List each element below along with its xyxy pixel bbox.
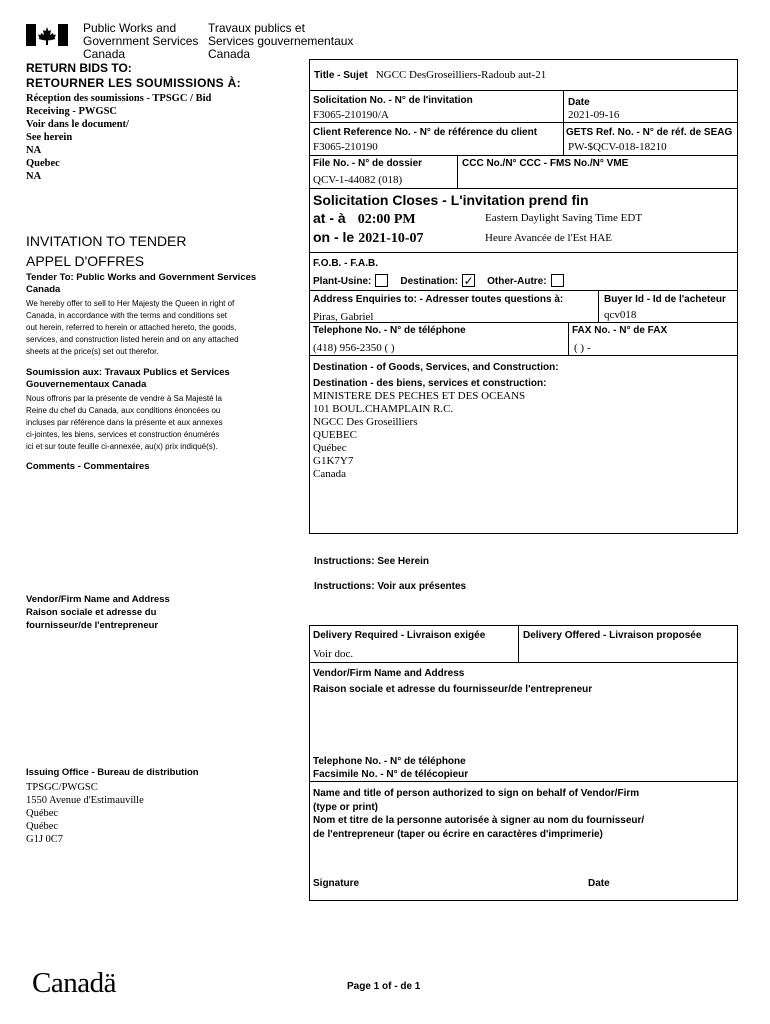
date-value: 2021-09-16 xyxy=(568,109,620,121)
plant-checkbox[interactable] xyxy=(375,274,388,287)
gets-value: PW-$QCV-018-18210 xyxy=(568,141,667,153)
signature-label: Signature xyxy=(313,878,360,889)
telephone-label: Telephone No. - N° de téléphone xyxy=(313,325,466,336)
closes-title: Solicitation Closes - L'invitation prend fin xyxy=(313,192,589,208)
canada-wordmark: Canadä xyxy=(32,967,116,999)
address-enquiries-label: Address Enquiries to: - Adresser toutes questions à: xyxy=(313,294,564,305)
tender-to: Tender To: Public Works and Government Services Canada xyxy=(26,272,257,295)
return-bids-address: Réception des soumissions - TPSGC / Bid Receiving - PWGSC Voir dans le document/ See herein NA Quebec NA xyxy=(26,93,212,182)
instructions-en: Instructions: See Herein xyxy=(314,556,430,567)
comments-label: Comments - Commentaires xyxy=(26,461,150,472)
return-bids-title: RETURN BIDS TO: RETOURNER LES SOUMISSIONS À: xyxy=(26,61,241,90)
delivery-offered-label: Delivery Offered - Livraison proposée xyxy=(523,630,702,641)
canada-flag-icon xyxy=(26,24,68,46)
invitation-title: INVITATION TO TENDER APPEL D'OFFRES xyxy=(26,233,187,269)
delivery-required-value: Voir doc. xyxy=(313,648,354,660)
timezone-fr: Heure Avancée de l'Est HAE xyxy=(485,232,613,244)
client-ref-value: F3065-210190 xyxy=(313,141,378,153)
fob-options: Plant-Usine: Destination: ✓ Other-Autre: xyxy=(313,271,568,289)
client-ref-label: Client Reference No. - N° de référence du client xyxy=(313,127,538,138)
delivery-required-label: Delivery Required - Livraison exigée xyxy=(313,630,486,641)
vendor-name-label: Vendor/Firm Name and Address Raison sociale et adresse du fournisseur/de l'entrepreneur xyxy=(313,668,593,695)
vendor-left-label: Vendor/Firm Name and Address Raison sociale et adresse du fournisseur/de l'entrepreneur xyxy=(26,594,170,631)
destination-address: MINISTERE DES PECHES ET DES OCEANS 101 BOUL.CHAMPLAIN R.C. NGCC Des Groseilliers QUEBEC Québec G1K7Y7 Canada xyxy=(313,390,526,480)
ccc-label: CCC No./N° CCC - FMS No./N° VME xyxy=(462,158,629,169)
department-name-fr: Travaux publics et Services gouvernementaux Canada xyxy=(208,21,354,61)
submission-fr: Soumission aux: Travaux Publics et Services Gouvernementaux Canada xyxy=(26,367,230,390)
signature-date-label: Date xyxy=(588,878,610,889)
issuing-office-title: Issuing Office - Bureau de distribution xyxy=(26,767,199,778)
file-value: QCV-1-44082 (018) xyxy=(313,174,403,186)
solicitation-label: Solicitation No. - N° de l'invitation xyxy=(313,95,473,106)
offer-text-en: We hereby offer to sell to Her Majesty the Queen in right of Canada, in accordance with the terms and conditions set out herein, referred to herein or attached hereto, the goods, services, and construction listed herein and on any attached sheets at the price(s) set out therefor. xyxy=(26,299,239,356)
instructions-fr: Instructions: Voir aux présentes xyxy=(314,581,467,592)
issuing-office-address: TPSGC/PWGSC 1550 Avenue d'Estimauville Québec Québec G1J 0C7 xyxy=(26,782,144,845)
title-field: Title - Sujet NGCC DesGroseilliers-Radoub aut-21 xyxy=(314,69,547,81)
timezone-en: Eastern Daylight Saving Time EDT xyxy=(485,212,643,224)
buyer-value: qcv018 xyxy=(604,309,637,321)
authorized-person-label: Name and title of person authorized to sign on behalf of Vendor/Firm (type or print) Nom et titre de la personne autorisée à signer au nom du fournisseur/ de l'entrepreneur (taper ou écrire en caractères d'imprimerie) xyxy=(313,788,645,840)
solicitation-value: F3065-210190/A xyxy=(313,109,389,121)
file-label: File No. - N° de dossier xyxy=(313,158,423,169)
page-number: Page 1 of - de 1 xyxy=(347,981,421,992)
destination-goods-label: Destination - of Goods, Services, and Construction: Destination - des biens, services et construction: xyxy=(313,362,559,389)
telephone-value: (418) 956-2350 ( ) xyxy=(313,342,395,354)
address-enquiries-value: Piras, Gabriel xyxy=(313,311,374,323)
fax-value: ( ) - xyxy=(574,342,591,354)
offer-text-fr: Nous offrons par la présente de vendre à Sa Majesté la Reine du chef du Canada, aux conditions énoncées ou incluses par référence dans la présente et aux annexes ci-jointes, les biens, services et construction énumérés ici et sur toute feuille ci-annexée, au(x) prix indiqué(s). xyxy=(26,394,223,451)
fob-label: F.O.B. - F.A.B. xyxy=(313,258,378,269)
closing-date: on - le 2021-10-07 xyxy=(313,229,424,246)
gets-label: GETS Ref. No. - N° de réf. de SEAG xyxy=(566,127,733,138)
buyer-label: Buyer Id - Id de l'acheteur xyxy=(604,294,726,305)
other-checkbox[interactable] xyxy=(551,274,564,287)
date-label: Date xyxy=(568,97,590,108)
destination-checkbox[interactable]: ✓ xyxy=(463,273,474,288)
closing-time: at - à 02:00 PM xyxy=(313,210,416,227)
fax-label: FAX No. - N° de FAX xyxy=(572,325,668,336)
vendor-phone-fax: Telephone No. - N° de téléphone Facsimile No. - N° de télécopieur xyxy=(313,756,469,780)
department-name-en: Public Works and Government Services Canada xyxy=(83,21,199,61)
